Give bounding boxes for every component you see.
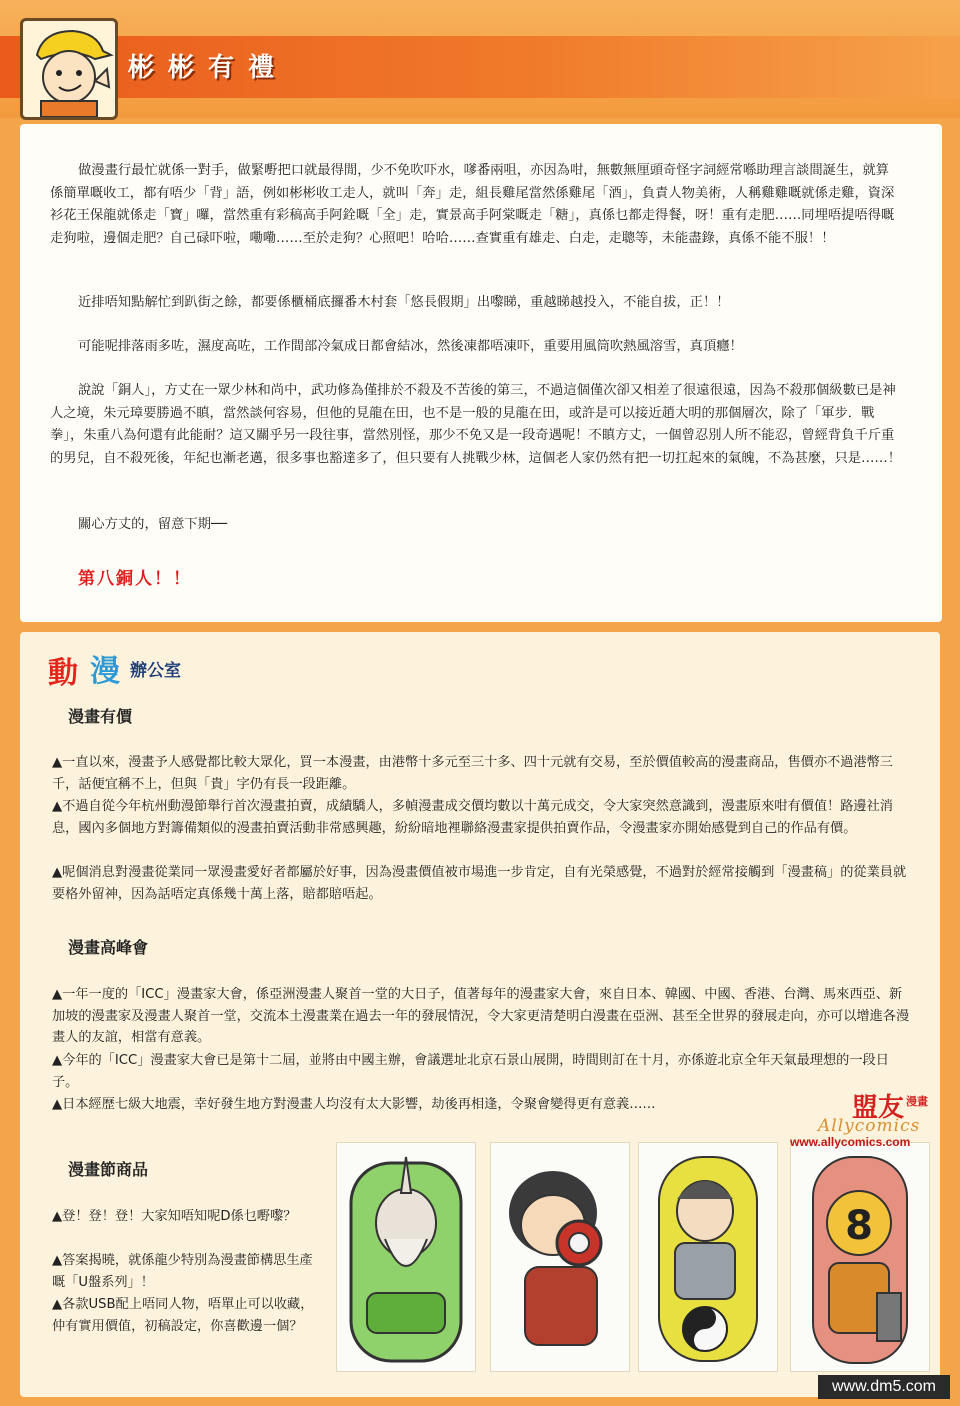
mascot-avatar	[20, 18, 118, 120]
bullet-marker: ▲	[52, 755, 63, 770]
bullet-marker: ▲	[52, 865, 63, 880]
section-title-value: 漫畫有價	[68, 707, 133, 726]
usb-figure-green-monk	[336, 1142, 476, 1372]
bullet-merch-1: ▲登！登！登！大家知唔知呢D係乜嘢嚟？	[52, 1209, 297, 1224]
bullet-marker: ▲	[52, 1297, 63, 1312]
bullet-marker: ▲	[52, 799, 63, 814]
allycomics-logo: 盟友	[852, 1093, 905, 1123]
column-paragraph-3: 可能呢排落雨多咗，濕度高咗，工作間部冷氣成日都會結冰，然後凍都唔凍吓，重要用風筒吹熱風溶雪，真頂癮！	[78, 339, 743, 354]
bullet-summit-3: ▲日本經歷七級大地震，幸好發生地方對漫畫人均沒有太大影響，劫後再相逢，令聚會變得更有意義……	[52, 1097, 656, 1112]
dm5-watermark[interactable]: www.dm5.com	[818, 1375, 950, 1399]
bullet-summit-1: ▲一年一度的「ICC」漫畫家大會，係亞洲漫畫人聚首一堂的大日子，值著每年的漫畫家大會，來自日本、韓國、中國、香港、台灣、馬來西亞、新加坡的漫畫家及漫畫人聚首一堂，交流本土漫畫業在過去一年的發展情況，令大家更清楚明白漫畫在亞洲、甚至全世界的發展走向，亦可以增進各漫畫人的友誼，相當有意義。	[52, 987, 910, 1046]
usb-figure-camera-boy	[490, 1142, 630, 1372]
section-title-summit: 漫畫高峰會	[68, 938, 149, 957]
office-logo-text: 辦公室	[130, 661, 181, 681]
bullet-marker: ▲	[52, 1209, 63, 1224]
bullet-marker: ▲	[52, 1053, 63, 1068]
usb-figure-bald-monk	[790, 1142, 930, 1372]
page-title: 彬彬有禮	[128, 53, 289, 83]
office-logo-man: 漫	[90, 654, 120, 689]
usb-figure-yin-yang-fighter	[638, 1142, 778, 1372]
allycomics-logo-small: 漫畫	[906, 1095, 928, 1108]
allycomics-url[interactable]: www.allycomics.com	[790, 1135, 911, 1149]
column-paragraph-1: 做漫畫行最忙就係一對手，做緊嘢把口就最得閒，少不免吹吓水，嗲番兩咀，亦因為咁，無數無厘頭奇怪字詞經常喺助理言談間誕生，就算係簡單嘅收工，都有唔少「背」語，例如彬彬收工走人，就叫「奔」走，組長雞尾當然係雞尾「酒」，負責人物美術，人稱雞雞嘅就係走雞，資深衫花王保龍就係走「寶」囉，當然重有彩稿高手阿銓嘅「全」走，實景高手阿棠嘅走「糖」，真係乜都走得餐，呀！重有走肥……同埋唔提唔得嘅走狗啦，邊個走肥？自己碌吓啦，嘞嘞……至於走狗？心照吧！哈哈……查實重有雄走、白走，走聰等，未能盡錄，真係不能不服！！	[50, 163, 895, 246]
office-logo-dong: 動	[48, 656, 78, 691]
section-title-merch: 漫畫節商品	[68, 1160, 149, 1179]
bullet-value-3: ▲呢個消息對漫畫從業同一眾漫畫愛好者都屬於好事，因為漫畫價值被市場進一步肯定，自有光榮感覺，不過對於經常接觸到「漫畫稿」的從業員就要格外留神，因為話唔定真係幾十萬上落，賠都賠唔起。	[52, 865, 907, 902]
column-paragraph-4: 說說「銅人」，方丈在一眾少林和尚中，武功修為僅排於不殺及不苦後的第三，不過這個僅次卻又相差了很遠很遠，因為不殺那個級數已是神人之境，朱元璋要勝過不瞋，當然談何容易，但他的見龍在田，也不是一般的見龍在田，或許是可以接近趙大明的那個層次，除了「軍步．戰拳」，朱重八為何還有此能耐？這又關乎另一段往事，當然別怪，那少不免又是一段奇遇呢！不瞋方丈，一個曾忍別人所不能忍，曾經背負千斤重的男兒，自不殺死後，年紀也漸老邁，很多事也豁達多了，但只要有人挑戰少林，這個老人家仍然有把一切扛起來的氣魄，不為甚麼，只是……！	[50, 383, 901, 466]
svg-text:8: 8	[845, 1203, 873, 1249]
column-sign-off: 第八銅人！！	[78, 569, 192, 589]
bullet-marker: ▲	[52, 987, 63, 1002]
bullet-merch-3: ▲各款USB配上唔同人物，唔單止可以收藏，仲有實用價值，初稿設定，你喜歡邊一個？	[52, 1297, 314, 1334]
allycomics-script: Allycomics	[818, 1116, 921, 1136]
column-paragraph-5: 關心方丈的，留意下期──	[78, 517, 227, 532]
bullet-value-1: ▲一直以來，漫畫予人感覺都比較大眾化，買一本漫畫，由港幣十多元至三十多、四十元就有交易，至於價值較高的漫畫商品，售價亦不過港幣三千，話便宜稱不上，但與「貴」字仍有長一段距離。	[52, 755, 893, 792]
bullet-merch-2: ▲答案揭曉，就係龍少特別為漫畫節構思生產嘅「U盤系列」！	[52, 1253, 313, 1290]
bullet-marker: ▲	[52, 1253, 63, 1268]
column-paragraph-2: 近排唔知點解忙到趴街之餘，都要係櫃桶底攞番木村套「悠長假期」出嚟睇，重越睇越投入，不能自拔，正！！	[78, 295, 730, 310]
bullet-value-2: ▲不過自從今年杭州動漫節舉行首次漫畫拍賣，成績驕人，多幀漫畫成交價均數以十萬元成交，令大家突然意識到，漫畫原來咁有價值！路邊社消息，國內多個地方對籌備類似的漫畫拍賣活動非常感興趣，紛紛暗地裡聯絡漫畫家提供拍賣作品，令漫畫家亦開始感覺到自己的作品有價。	[52, 799, 893, 836]
bullet-summit-2: ▲今年的「ICC」漫畫家大會已是第十二屆，並將由中國主辦，會議選址北京石景山展開，時間則訂在十月，亦係遊北京全年天氣最理想的一段日子。	[52, 1053, 889, 1090]
bullet-marker: ▲	[52, 1097, 63, 1112]
